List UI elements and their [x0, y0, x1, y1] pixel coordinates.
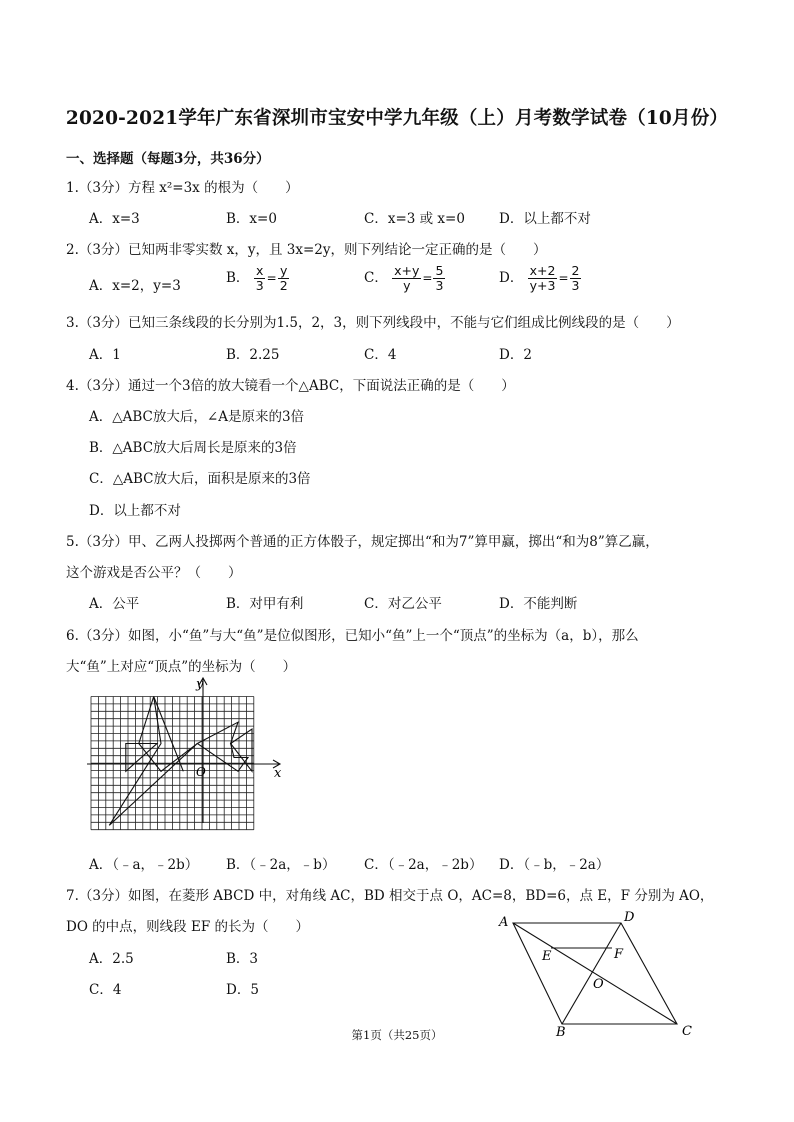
question-6-text-line2: 大“鱼”上对应“顶点”的坐标为（ ） [66, 659, 297, 675]
question-3-option-d[interactable]: D．2 [499, 347, 532, 363]
question-4-option-c[interactable]: C．△ABC放大后，面积是原来的3倍 [89, 471, 311, 487]
vertex-a-label: A [499, 915, 509, 930]
question-3-text: 3.（3分）已知三条线段的长分别为1.5，2，3，则下列线段中，不能与它们组成比例线段的是（ ） [66, 315, 680, 331]
fraction [278, 264, 290, 293]
equals-sign: = [266, 271, 277, 286]
question-4-option-d[interactable]: D．以上都不对 [89, 503, 181, 519]
question-6-option-d[interactable]: D．（﹣b，﹣2a） [499, 857, 610, 873]
denominator: y+3 [529, 277, 556, 293]
numerator: x [255, 263, 264, 278]
question-6-option-c[interactable]: C．（﹣2a，﹣2b） [364, 857, 483, 873]
fish-grid-figure [84, 675, 294, 843]
question-5-option-c[interactable]: C．对乙公平 [364, 596, 442, 612]
diagonal-bd [562, 923, 621, 1024]
rhombus-figure [490, 905, 702, 1043]
point-e-label: E [542, 949, 552, 964]
question-2-option-b[interactable] [226, 264, 290, 293]
equals-sign: = [422, 271, 433, 286]
y-axis-label: y [196, 677, 204, 692]
question-5-option-d[interactable]: D．不能判断 [499, 596, 578, 612]
question-1-option-b[interactable]: B．x=0 [226, 211, 277, 227]
question-4-option-a[interactable]: A．△ABC放大后，∠A是原来的3倍 [89, 409, 305, 425]
denominator: 3 [435, 277, 444, 293]
option-label: C． [364, 269, 388, 286]
page-footer: 第1页（共25页） [351, 1028, 443, 1042]
question-6-option-a[interactable]: A．（﹣a，﹣2b） [89, 857, 199, 873]
x-axis-label: x [274, 766, 282, 781]
question-3-option-b[interactable]: B．2.25 [226, 347, 280, 363]
origin-label: O [196, 765, 206, 779]
fraction [570, 264, 582, 293]
numerator: y [280, 263, 288, 278]
fraction [392, 264, 421, 293]
question-2-option-d[interactable] [499, 264, 581, 293]
point-f-label: F [614, 947, 624, 962]
question-6-option-b[interactable]: B．（﹣2a，﹣b） [226, 857, 336, 873]
fraction [528, 264, 558, 293]
vertex-b-label: B [556, 1025, 566, 1040]
question-5-text-line1: 5.（3分）甲、乙两人投掷两个普通的正方体骰子，规定掷出“和为7”算甲赢，掷出“和为8”算乙赢， [66, 534, 659, 550]
question-3-option-c[interactable]: C．4 [364, 347, 397, 363]
question-7-option-a[interactable]: A．2.5 [89, 951, 134, 967]
large-fish-shape [109, 697, 197, 826]
vertex-c-label: C [682, 1024, 692, 1039]
question-7-text-line2: DO 的中点，则线段 EF 的长为（ ） [66, 919, 309, 935]
denominator: 3 [255, 277, 264, 293]
question-1-text: 1.（3分）方程 x²=3x 的根为（ ） [66, 180, 299, 196]
question-7-text-line1: 7.（3分）如图，在菱形 ABCD 中，对角线 AC，BD 相交于点 O，AC=8，BD=6，点 E，F 分别为 AO， [66, 888, 714, 904]
question-4-text: 4.（3分）通过一个3倍的放大镜看一个△ABC，下面说法正确的是（ ） [66, 378, 515, 394]
option-label: D． [499, 269, 524, 286]
question-1-option-d[interactable]: D．以上都不对 [499, 211, 591, 227]
question-7-option-d[interactable]: D．5 [226, 982, 259, 998]
question-5-option-b[interactable]: B．对甲有利 [226, 596, 304, 612]
question-1-option-a[interactable]: A．x=3 [89, 211, 140, 227]
fraction [433, 264, 445, 293]
page-title: 2020-2021学年广东省深圳市宝安中学九年级（上）月考数学试卷（10月份） [65, 108, 729, 129]
vertex-d-label: D [624, 910, 635, 925]
question-7-option-c[interactable]: C．4 [89, 982, 122, 998]
point-o-label: O [593, 977, 604, 992]
equals-sign: = [558, 271, 569, 286]
question-5-text-line2: 这个游戏是否公平？（ ） [66, 565, 242, 581]
fraction [254, 264, 266, 293]
numerator: x+y [394, 263, 420, 278]
numerator: 2 [571, 263, 580, 278]
question-6-text-line1: 6.（3分）如图，小“鱼”与大“鱼”是位似图形，已知小“鱼”上一个“顶点”的坐标为（a，b），那么 [66, 628, 639, 644]
question-7-option-b[interactable]: B．3 [226, 951, 259, 967]
section-heading: 一、选择题（每题3分，共36分） [66, 151, 270, 167]
question-1-option-c[interactable]: C．x=3 或 x=0 [364, 211, 465, 227]
numerator: x+2 [529, 263, 556, 278]
question-3-option-a[interactable]: A．1 [89, 347, 121, 363]
numerator: 5 [435, 263, 444, 278]
question-4-option-b[interactable]: B．△ABC放大后周长是原来的3倍 [89, 440, 297, 456]
question-5-option-a[interactable]: A．公平 [89, 596, 140, 612]
option-label: B． [226, 269, 250, 286]
denominator: 2 [279, 277, 288, 293]
question-2-text: 2.（3分）已知两非零实数 x，y，且 3x=2y，则下列结论一定正确的是（ ） [66, 242, 547, 258]
large-fish-inner-line [154, 697, 184, 772]
denominator: 3 [571, 277, 580, 293]
question-2-option-c[interactable] [364, 264, 445, 293]
question-2-option-a[interactable]: A．x=2，y=3 [89, 278, 181, 294]
denominator: y [403, 277, 411, 293]
